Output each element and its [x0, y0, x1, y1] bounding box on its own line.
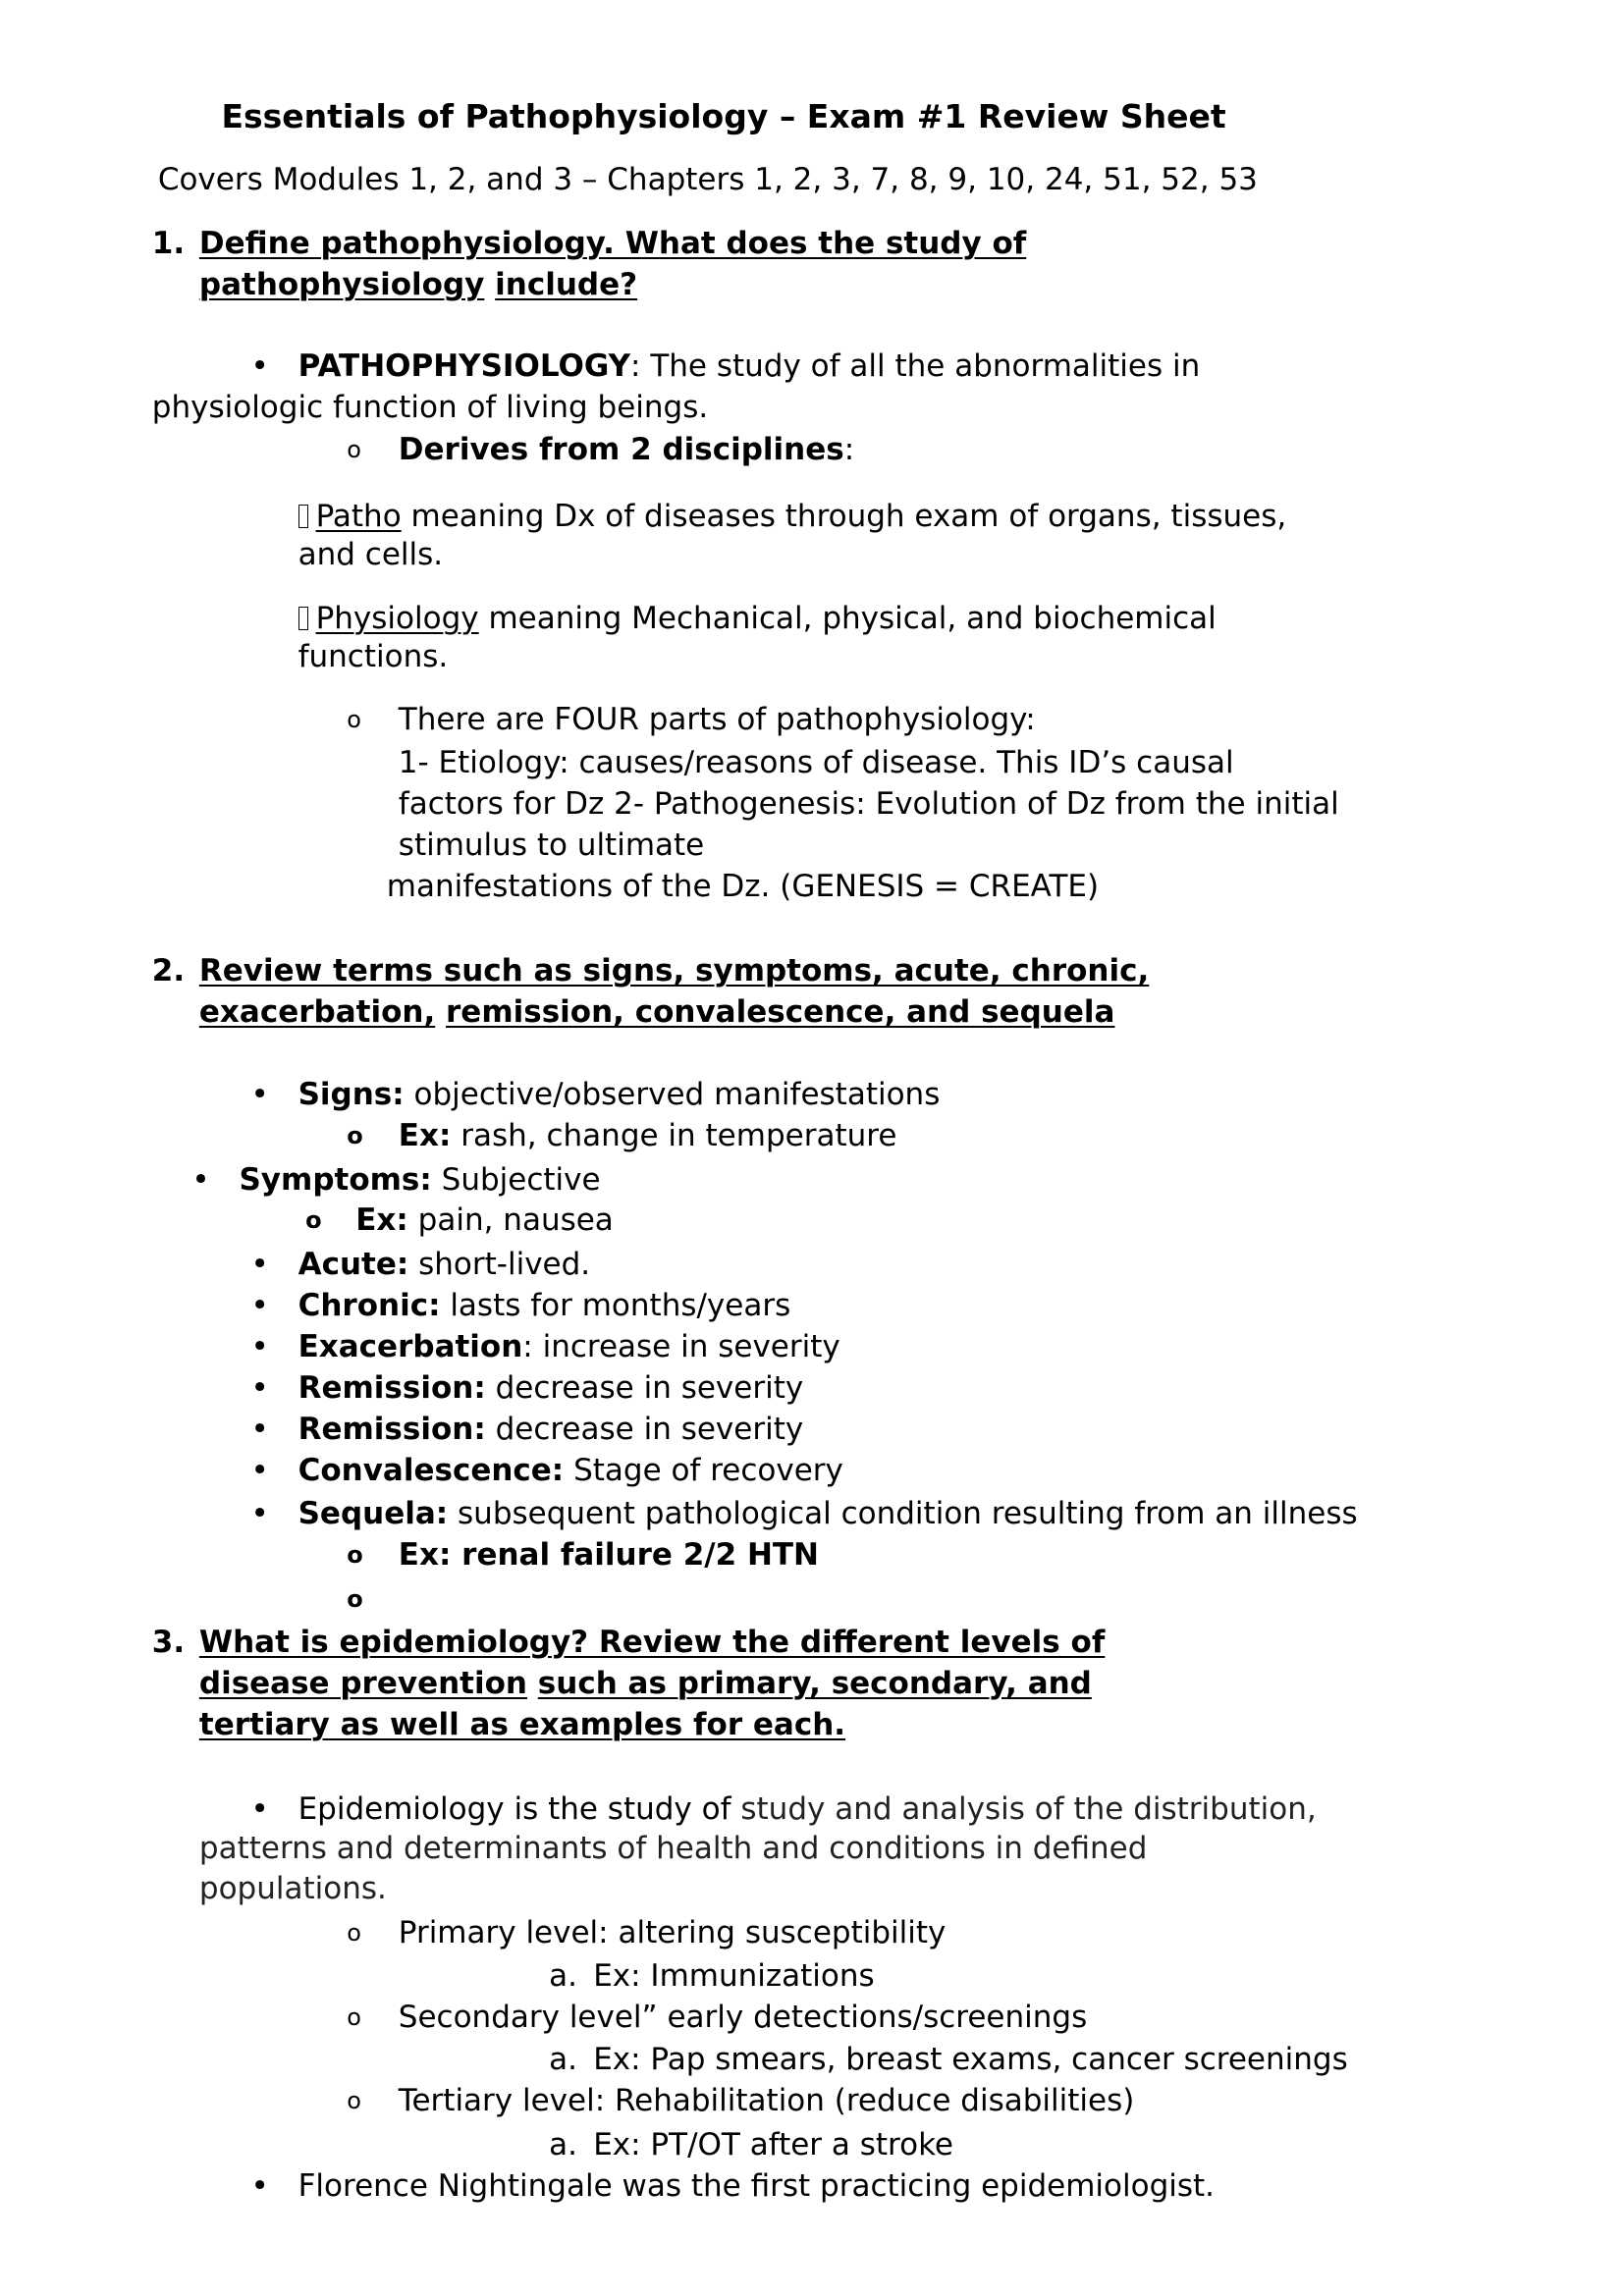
bullet-icon: • — [250, 1288, 269, 1324]
four-parts-line: There are FOUR parts of pathophysiology: — [398, 702, 1036, 738]
example-line: Ex: renal failure 2/2 HTN — [398, 1537, 819, 1574]
physiology-line — [298, 598, 1217, 639]
term: Convalescence: — [298, 1453, 565, 1489]
question-number: 3. — [151, 1624, 186, 1660]
sub-bullet-icon: o — [347, 1918, 361, 1947]
term: Remission: — [298, 1412, 486, 1448]
heading-part: exacerbation, — [198, 994, 436, 1031]
definition: short-lived. — [408, 1247, 591, 1283]
question-2-heading: Review terms such as signs, symptoms, acute, chronic, — [198, 952, 1150, 988]
term-item — [298, 1493, 1358, 1534]
term: PATHOPHYSIOLOGY — [298, 347, 631, 384]
epidemiology-line — [298, 1789, 1317, 1830]
bullet-icon: • — [250, 2168, 269, 2205]
definition: subsequent pathological condition resulting from an illness — [448, 1496, 1358, 1532]
box-icon — [298, 607, 308, 630]
patho-line-cont: and cells. — [298, 537, 444, 573]
physiology-line-cont: functions. — [298, 638, 449, 674]
epidemiology-line: patterns and determinants of health and conditions in defined — [198, 1831, 1148, 1867]
heading-part: pathophysiology — [198, 267, 485, 303]
sub-bullet-icon: o — [347, 1541, 363, 1570]
definition-line: physiologic function of living beings. — [151, 389, 709, 425]
prevention-example: Ex: Pap smears, breast exams, cancer screenings — [593, 2042, 1348, 2078]
nightingale-line: Florence Nightingale was the first practicing epidemiologist. — [298, 2168, 1216, 2205]
bullet-icon: • — [250, 1496, 269, 1532]
question-1-heading-cont — [199, 264, 637, 305]
term: Symptoms: — [239, 1162, 432, 1199]
question-3-heading-cont: tertiary as well as examples for each. — [198, 1707, 846, 1742]
sub-bullet-icon: o — [305, 1205, 322, 1234]
term: Chronic: — [298, 1288, 441, 1324]
patho-line — [298, 496, 1287, 537]
definition-line — [298, 346, 1201, 387]
box-icon — [298, 505, 308, 528]
bullet-icon: • — [250, 1077, 269, 1113]
example: pain, nausea — [407, 1201, 614, 1238]
sub-bullet-icon: o — [347, 1585, 363, 1614]
bullet-icon: • — [250, 1790, 269, 1827]
definition: decrease in severity — [485, 1370, 804, 1407]
epidemiology-line: populations. — [198, 1870, 387, 1906]
question-number: 1. — [151, 225, 186, 261]
bullet-icon: • — [250, 1370, 269, 1407]
text: Epidemiology is the study of — [298, 1790, 741, 1827]
term-item — [298, 1450, 843, 1491]
term: Derives from 2 disciplines — [398, 432, 844, 468]
subtitle: Covers Modules 1, 2, and 3 – Chapters 1, 2, 3, 7, 8, 9, 10, 24, 51, 52, 53 — [157, 162, 1258, 198]
heading-part: include? — [495, 267, 638, 303]
bullet-icon: • — [250, 1329, 269, 1365]
term: Signs: — [298, 1077, 405, 1113]
prevention-example: Ex: PT/OT after a stroke — [593, 2127, 953, 2163]
four-parts-line: 1- Etiology: causes/reasons of disease. This ID’s causal — [398, 745, 1234, 781]
text: study and analysis of the distribution, — [740, 1790, 1317, 1827]
sub-bullet-icon: o — [347, 706, 361, 734]
definition: objective/observed manifestations — [404, 1077, 941, 1113]
term-item — [298, 1367, 804, 1409]
example-label: Ex: — [355, 1201, 408, 1238]
list-marker: a. — [549, 1957, 577, 1994]
bullet-icon: • — [250, 1412, 269, 1448]
term-item — [298, 1244, 591, 1285]
definition: decrease in severity — [485, 1412, 804, 1448]
prevention-level: Secondary level” early detections/screenings — [398, 1999, 1088, 2035]
example-line — [399, 1115, 897, 1156]
sub-bullet-icon: o — [347, 436, 361, 464]
example-label: Ex: — [398, 1118, 452, 1154]
definition: Subjective — [431, 1162, 601, 1199]
definition: lasts for months/years — [440, 1288, 791, 1324]
list-marker: a. — [549, 2127, 577, 2163]
question-3-heading-cont — [199, 1663, 1092, 1704]
example: rash, change in temperature — [451, 1118, 897, 1154]
term-item — [298, 1409, 804, 1450]
bullet-icon: • — [250, 347, 269, 384]
bullet-icon: • — [191, 1162, 210, 1199]
question-2-heading-cont — [199, 991, 1115, 1033]
sub-bullet-icon: o — [347, 1122, 363, 1150]
definition: Stage of recovery — [564, 1453, 843, 1489]
prevention-level: Tertiary level: Rehabilitation (reduce disabilities) — [398, 2083, 1135, 2119]
prevention-level: Primary level: altering susceptibility — [398, 1914, 947, 1950]
heading-part: disease prevention — [198, 1665, 527, 1701]
heading-part: remission, convalescence, and sequela — [446, 994, 1115, 1031]
definition: meaning Dx of diseases through exam of organs, tissues, — [401, 499, 1287, 535]
four-parts-line: manifestations of the Dz. (GENESIS = CREATE) — [386, 869, 1100, 905]
term: Acute: — [298, 1247, 409, 1283]
derives-line — [399, 429, 854, 470]
colon: : — [843, 432, 855, 468]
question-3-heading: What is epidemiology? Review the different levels of — [198, 1624, 1106, 1660]
bullet-icon: • — [250, 1247, 269, 1283]
question-number: 2. — [151, 952, 186, 988]
definition: meaning Mechanical, physical, and biochemical — [478, 600, 1217, 636]
term: Sequela: — [298, 1496, 449, 1532]
question-1-heading: Define pathophysiology. What does the study of — [198, 225, 1027, 261]
term-item — [298, 1074, 941, 1115]
sub-bullet-icon: o — [347, 2087, 361, 2115]
term: Exacerbation — [298, 1329, 523, 1365]
term: Physiology — [315, 600, 479, 636]
list-marker: a. — [549, 2042, 577, 2078]
example-line — [355, 1200, 614, 1241]
sub-bullet-icon: o — [347, 2002, 361, 2031]
term: Remission: — [298, 1370, 486, 1407]
definition: : The study of all the abnormalities in — [630, 347, 1201, 384]
term: Patho — [315, 499, 402, 535]
bullet-icon: • — [250, 1453, 269, 1489]
term-item — [239, 1159, 600, 1201]
four-parts-line: stimulus to ultimate — [398, 828, 705, 864]
four-parts-line: factors for Dz 2- Pathogenesis: Evolution of Dz from the initial — [398, 786, 1339, 823]
heading-part: such as primary, secondary, and — [537, 1665, 1092, 1701]
prevention-example: Ex: Immunizations — [593, 1957, 875, 1994]
definition: : increase in severity — [522, 1329, 840, 1365]
page-title: Essentials of Pathophysiology – Exam #1 Review Sheet — [221, 96, 1226, 135]
term-item — [298, 1285, 791, 1326]
term-item — [298, 1326, 840, 1367]
